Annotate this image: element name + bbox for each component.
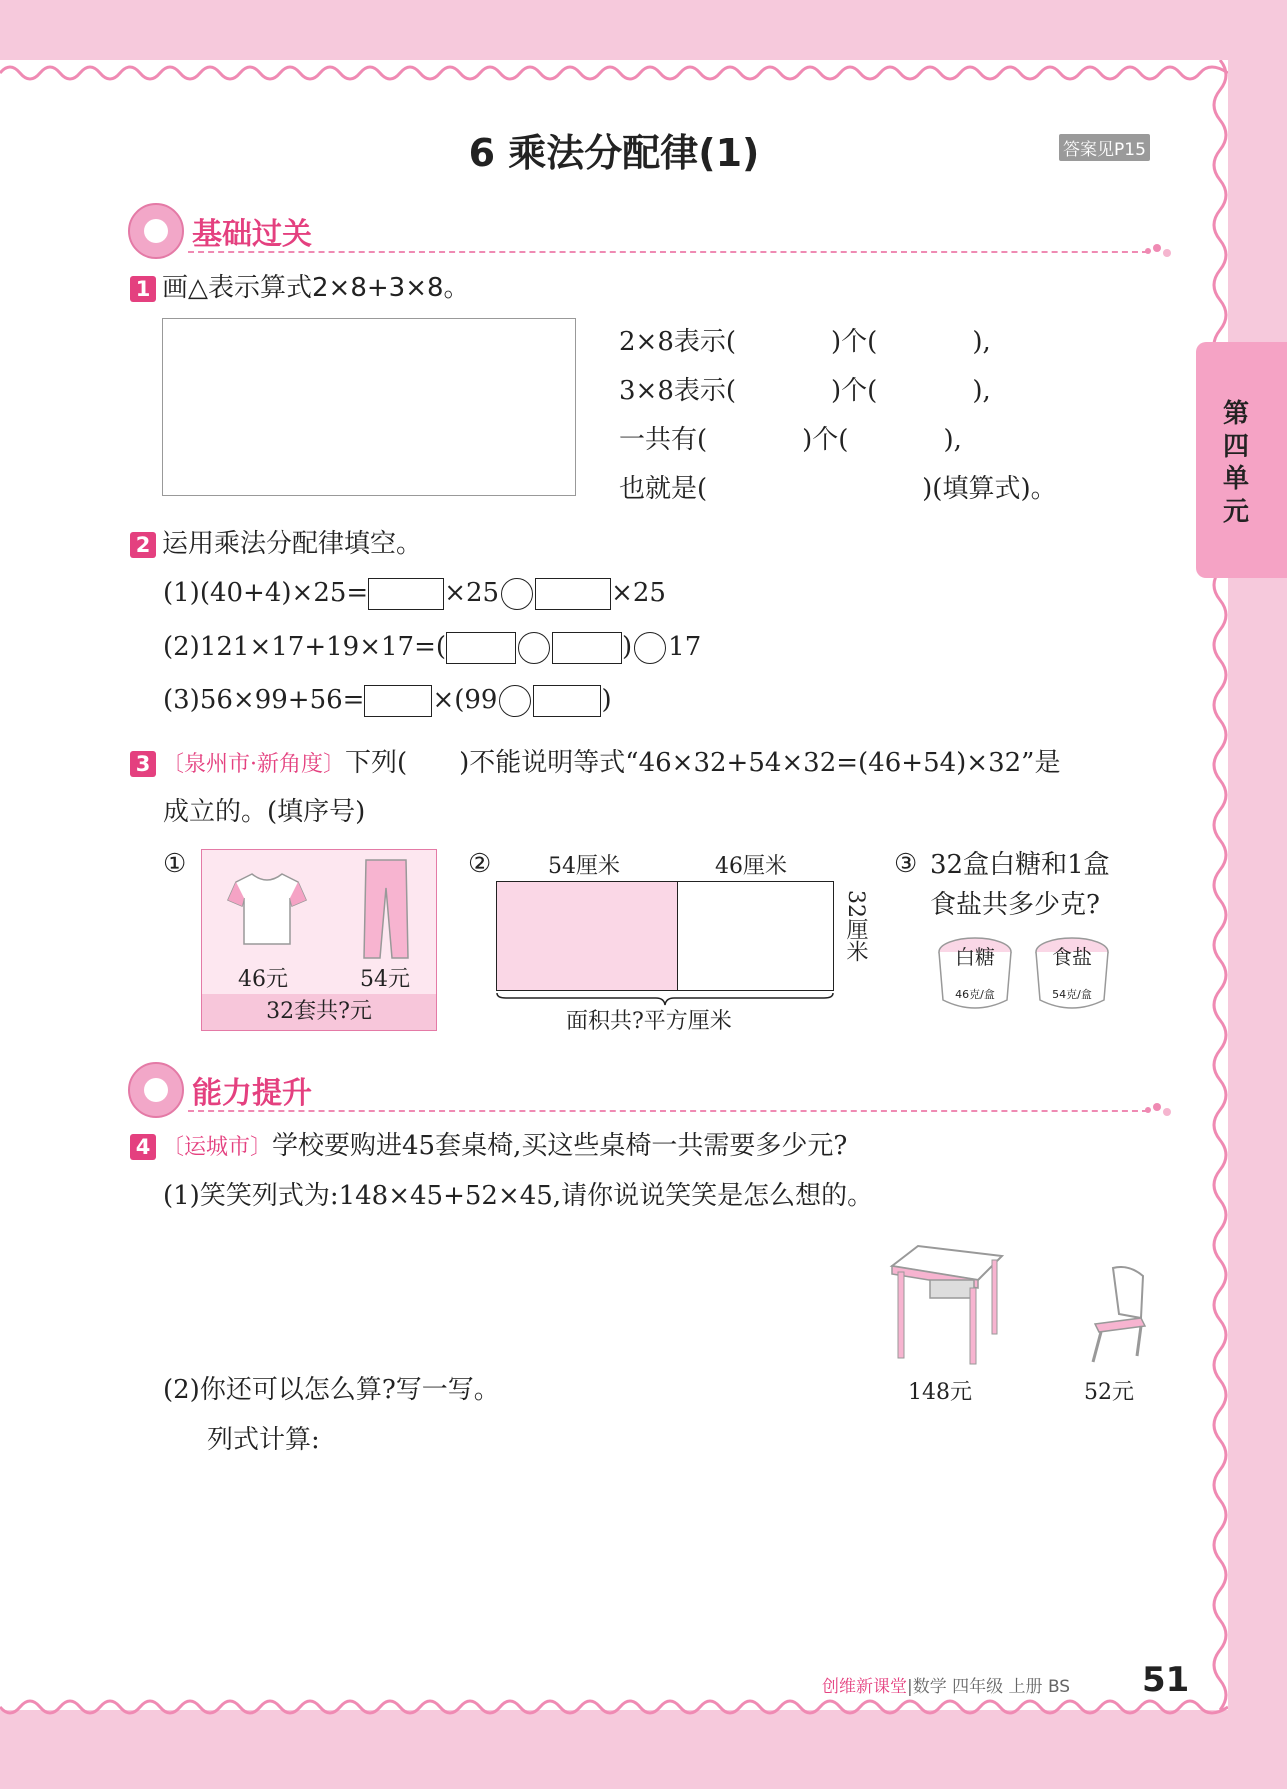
dots-icon: [1143, 243, 1173, 259]
section-divider: [188, 251, 1148, 253]
desk-price: 148元: [908, 1380, 972, 1405]
q2-equation-2: (2)121×17+19×17=( ) 17: [163, 632, 702, 662]
option-1-number[interactable]: ①: [163, 849, 187, 879]
sugar-weight: 46克/盒: [955, 988, 995, 1001]
answer-box[interactable]: [368, 578, 444, 610]
operator-circle[interactable]: [499, 685, 531, 717]
question-1-text: 画△表示算式2×8+3×8。: [162, 273, 470, 303]
section-advanced-label: 能力提升: [192, 1076, 312, 1111]
question-1-title: [130, 272, 470, 306]
question-number-badge: 1: [130, 276, 156, 302]
answer-box[interactable]: [535, 578, 611, 610]
mascot-icon: [128, 203, 184, 259]
tshirt-icon: [226, 870, 308, 948]
sugar-can: [937, 936, 1013, 1014]
question-3-text-cont: 成立的。(填序号): [163, 797, 366, 827]
option-1-caption: 32套共?元: [202, 994, 436, 1030]
answer-reference-badge: 答案见P15: [1059, 134, 1150, 161]
option-1-card: [201, 849, 437, 1031]
mascot-icon: [128, 1062, 184, 1118]
q1-line-4: 也就是( )(填算式)。: [619, 474, 1057, 504]
footer-info: [822, 1672, 1070, 1697]
desk-icon: [888, 1244, 1004, 1366]
question-4-part-1: (1)笑笑列式为:148×45+52×45,请你说说笑笑是怎么想的。: [163, 1181, 874, 1211]
wave-border-top: [0, 55, 1228, 85]
section-basic-label: 基础过关: [192, 217, 312, 252]
question-4-part-2: (2)你还可以怎么算?写一写。: [163, 1375, 500, 1405]
q2-equation-1: (1)(40+4)×25= ×25 ×25: [163, 578, 666, 608]
wave-border-right: [1200, 60, 1240, 1710]
unit-side-tab[interactable]: [1196, 342, 1287, 578]
rect-pink-part: [497, 882, 678, 990]
footer-brand: 创维新课堂: [822, 1677, 907, 1697]
question-3-text: 下列( )不能说明等式“46×32+54×32=(46+54)×32”是: [345, 748, 1061, 778]
option-3-text-1: 32盒白糖和1盒: [930, 850, 1110, 880]
sugar-label: 白糖: [955, 945, 995, 969]
section-basic-header: [128, 203, 1158, 263]
rect-width-a: 54厘米: [548, 854, 620, 879]
tshirt-price: 46元: [238, 967, 288, 992]
option-2-rectangle: [496, 881, 834, 991]
question-4-title: [130, 1130, 847, 1164]
pants-price: 54元: [360, 967, 410, 992]
salt-weight: 54克/盒: [1052, 988, 1092, 1001]
operator-circle[interactable]: [518, 632, 550, 664]
source-tag: 〔运城市〕: [162, 1135, 273, 1160]
salt-label: 食盐: [1052, 945, 1092, 969]
wave-border-bottom: [0, 1695, 1228, 1725]
pants-icon: [362, 858, 410, 962]
area-caption: 面积共?平方厘米: [566, 1009, 732, 1034]
question-3-title: [130, 747, 1060, 781]
drawing-area[interactable]: [162, 318, 576, 496]
operator-circle[interactable]: [634, 632, 666, 664]
rect-height: 32厘米: [843, 890, 868, 962]
calculation-label: 列式计算:: [207, 1425, 320, 1455]
footer-subject: |数学 四年级 上册 BS: [907, 1677, 1071, 1697]
answer-box[interactable]: [364, 685, 432, 717]
answer-box[interactable]: [446, 632, 516, 664]
operator-circle[interactable]: [501, 578, 533, 610]
unit-side-tab-label: 第四单元: [1222, 399, 1249, 527]
source-tag: 〔泉州市·新角度〕: [162, 752, 345, 777]
question-4-text: 学校要购进45套桌椅,买这些桌椅一共需要多少元?: [272, 1131, 848, 1161]
salt-can: [1034, 936, 1110, 1014]
chair-price: 52元: [1084, 1380, 1134, 1405]
q1-line-3: 一共有( )个( ),: [619, 425, 962, 455]
section-advanced-header: [128, 1062, 1158, 1122]
q1-line-1: 2×8表示( )个( ),: [619, 327, 991, 357]
rect-width-b: 46厘米: [715, 854, 787, 879]
question-number-badge: 3: [130, 751, 156, 777]
option-3-number[interactable]: ③: [894, 849, 918, 879]
q2-equation-3: (3)56×99+56= ×(99 ): [163, 685, 612, 715]
question-2-title: [130, 528, 422, 562]
option-3-text-2: 食盐共多少克?: [930, 890, 1100, 920]
page-title: 6 乘法分配律(1): [468, 131, 760, 175]
chair-icon: [1085, 1266, 1151, 1366]
question-number-badge: 2: [130, 532, 156, 558]
page-number: 51: [1142, 1660, 1190, 1700]
dots-icon: [1143, 1102, 1173, 1118]
answer-box[interactable]: [552, 632, 622, 664]
option-2-number[interactable]: ②: [468, 849, 492, 879]
question-2-text: 运用乘法分配律填空。: [162, 529, 423, 559]
answer-box[interactable]: [533, 685, 601, 717]
section-divider: [188, 1110, 1148, 1112]
q1-line-2: 3×8表示( )个( ),: [619, 376, 991, 406]
question-number-badge: 4: [130, 1134, 156, 1160]
